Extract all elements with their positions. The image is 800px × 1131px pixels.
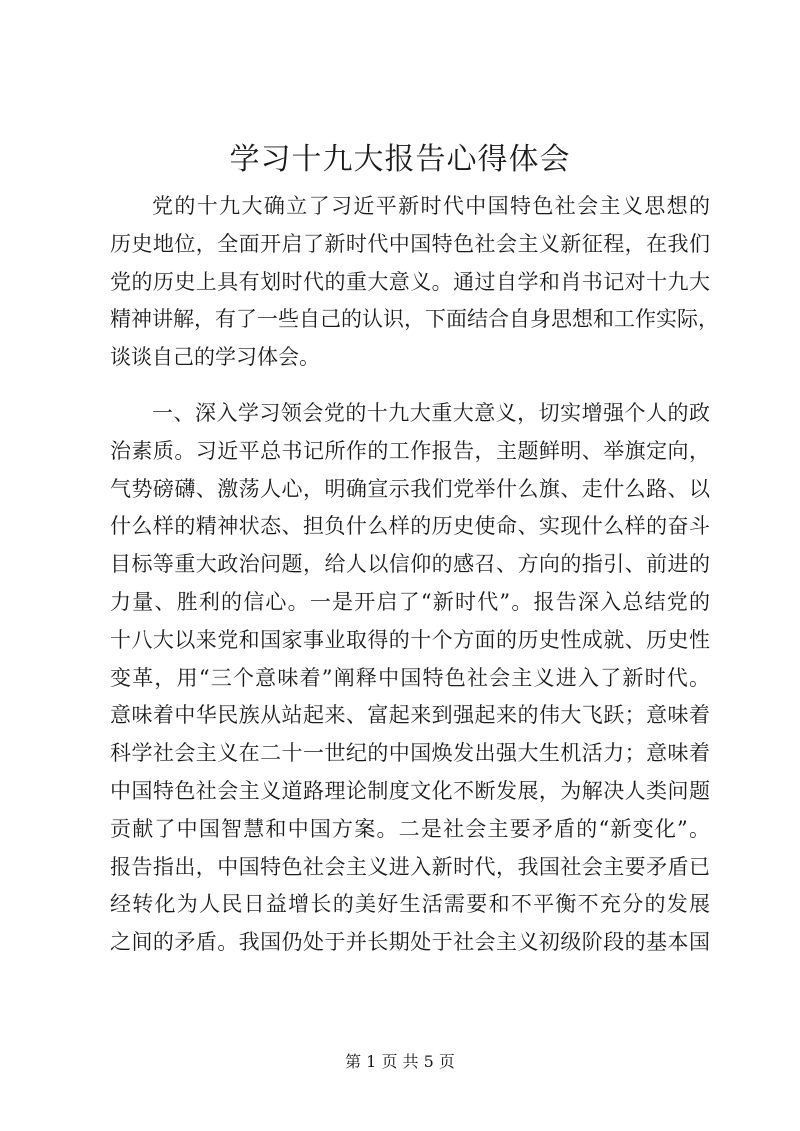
- paragraph-intro: [110, 188, 719, 377]
- text-line: 贡献了中国智慧和中国方案。二是社会主要矛盾的“新变化”。: [110, 816, 710, 841]
- text-line: 党的历史上具有划时代的重大意义。通过自学和肖书记对十九大: [110, 269, 710, 294]
- text-line: 变革，用“三个意味着”阐释中国特色社会主义进入了新时代。: [110, 665, 710, 690]
- text-line: 中国特色社会主义道路理论制度文化不断发展，为解决人类问题: [110, 778, 710, 803]
- text-line: 之间的矛盾。我国仍处于并长期处于社会主义初级阶段的基本国: [110, 930, 710, 955]
- text-line: 意味着中华民族从站起来、富起来到强起来的伟大飞跃；意味着: [110, 703, 710, 728]
- text-line: 科学社会主义在二十一世纪的中国焕发出强大生机活力；意味着: [110, 741, 710, 766]
- text-line: 什么样的精神状态、担负什么样的历史使命、实现什么样的奋斗: [110, 514, 710, 539]
- text-line: 一、深入学习领会党的十九大重大意义，切实增强个人的政: [152, 400, 710, 425]
- text-line: 报告指出，中国特色社会主义进入新时代，我国社会主要矛盾已: [110, 854, 710, 879]
- text-line: 谈谈自己的学习体会。: [110, 345, 320, 370]
- text-line: 经转化为人民日益增长的美好生活需要和不平衡不充分的发展: [110, 892, 710, 917]
- paragraph-spacer: [110, 377, 710, 395]
- paragraph-section-one: [110, 395, 710, 962]
- text-line: 气势磅礴、激荡人心，明确宣示我们党举什么旗、走什么路、以: [110, 476, 710, 501]
- text-line: 十八大以来党和国家事业取得的十个方面的历史性成就、历史性: [110, 627, 710, 652]
- text-line: 力量、胜利的信心。一是开启了“新时代”。报告深入总结党的: [110, 589, 710, 614]
- document-body: [110, 188, 719, 962]
- text-line: 党的十九大确立了习近平新时代中国特色社会主义思想的: [152, 194, 710, 218]
- text-line: 目标等重大政治问题，给人以信仰的感召、方向的指引、前进的: [110, 552, 710, 577]
- text-line: 精神讲解，有了一些自己的认识，下面结合自身思想和工作实际，: [110, 307, 719, 332]
- page-footer: 第 1 页 共 5 页: [345, 1052, 455, 1071]
- text-line: 历史地位，全面开启了新时代中国特色社会主义新征程，在我们: [110, 231, 710, 256]
- text-line: 治素质。习近平总书记所作的工作报告，主题鲜明、举旗定向，: [110, 438, 710, 463]
- document-title: 学习十九大报告心得体会: [229, 142, 571, 177]
